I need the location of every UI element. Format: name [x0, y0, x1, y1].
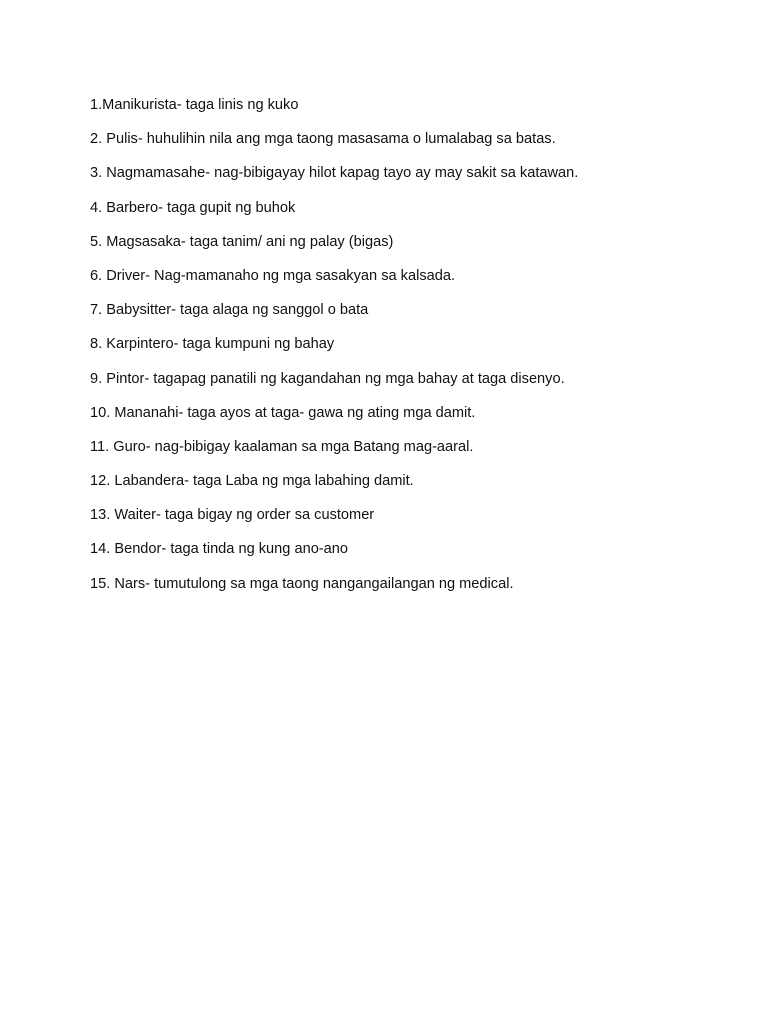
list-item: 5. Magsasaka- taga tanim/ ani ng palay (bigas): [90, 233, 394, 250]
list-item: 10. Mananahi- taga ayos at taga- gawa ng ating mga damit.: [90, 404, 476, 421]
list-item: 14. Bendor- taga tinda ng kung ano-ano: [90, 541, 349, 558]
list-item: 4. Barbero- taga gupit ng buhok: [90, 199, 296, 216]
list-item: 12. Labandera- taga Laba ng mga labahing damit.: [90, 473, 414, 490]
list-item: 13. Waiter- taga bigay ng order sa customer: [90, 507, 375, 524]
list-item: 6. Driver- Nag-mamanaho ng mga sasakyan sa kalsada.: [90, 267, 456, 284]
occupation-list: [90, 94, 578, 607]
list-item: 2. Pulis- huhulihin nila ang mga taong masasama o lumalabag sa batas.: [90, 131, 556, 148]
list-item: 9. Pintor- tagapag panatili ng kagandahan ng mga bahay at taga disenyo.: [90, 370, 565, 387]
list-item: 11. Guro- nag-bibigay kaalaman sa mga Batang mag-aaral.: [90, 438, 474, 455]
list-item: 1.Manikurista- taga linis ng kuko: [90, 97, 299, 113]
list-item: 7. Babysitter- taga alaga ng sanggol o bata: [90, 302, 369, 319]
list-item: 15. Nars- tumutulong sa mga taong nangangailangan ng medical.: [90, 575, 514, 592]
list-item: 3. Nagmamasahe- nag-bibigayay hilot kapag tayo ay may sakit sa katawan.: [90, 165, 579, 182]
list-item: 8. Karpintero- taga kumpuni ng bahay: [90, 336, 335, 353]
